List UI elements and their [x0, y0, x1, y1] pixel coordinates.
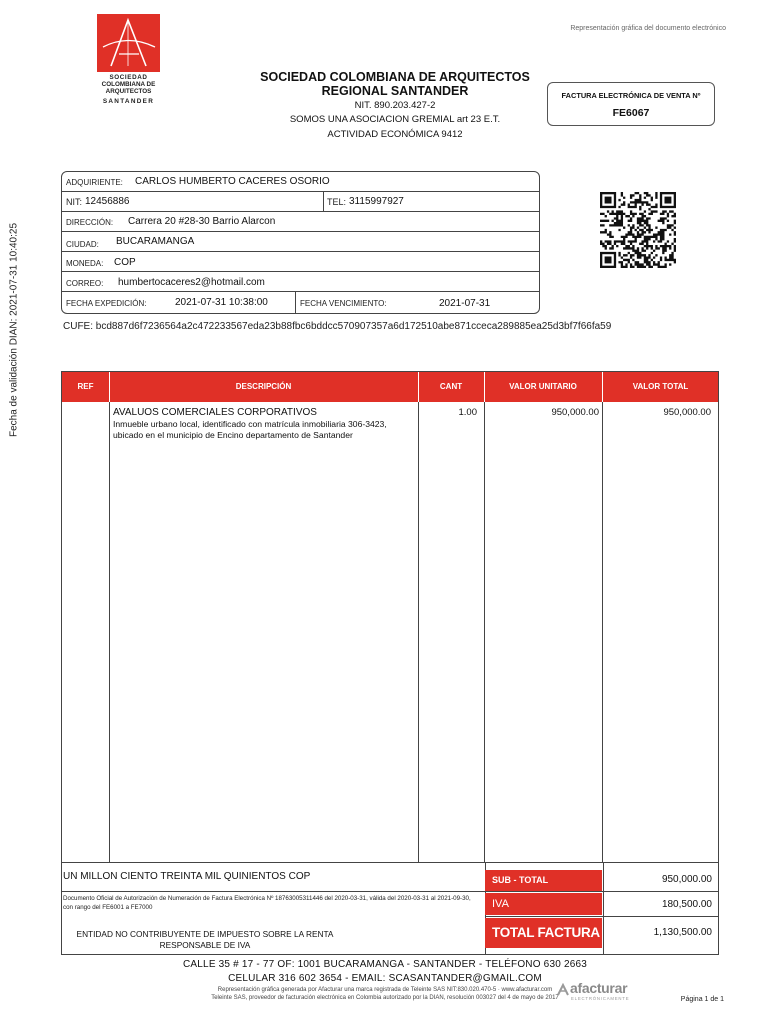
- footer-legal-2: Teleinte SAS, proveedor de facturación electrónica en Colombia autorizado por la DIAN, resolución 003027 del 4 de mayo de 2017: [211, 995, 559, 1001]
- correo-value: humbertocaceres2@hotmail.com: [118, 277, 265, 288]
- ciudad-value: BUCARAMANGA: [116, 236, 195, 247]
- footer-address: CALLE 35 # 17 - 77 OF: 1001 BUCARAMANGA - SANTANDER - TELÉFONO 630 2663: [183, 959, 587, 970]
- row-moneda: MONEDA: COP: [62, 252, 539, 272]
- subtotal-value: 950,000.00: [661, 874, 712, 885]
- row-ciudad: CIUDAD: BUCARAMANGA: [62, 232, 539, 252]
- header-ref: REF: [77, 382, 94, 391]
- adquiriente-value: CARLOS HUMBERTO CACERES OSORIO: [135, 176, 330, 187]
- dian-authorization: Documento Oficial de Autorización de Numeración de Factura Electrónica Nº 18763005311446 del 2020-03-31, válida del 2020-03-31 al 2021-09-30, con rango del FE6001 a FE7000: [63, 895, 471, 911]
- invoice-number: FE6067: [612, 107, 650, 119]
- total-label: TOTAL FACTURA: [485, 918, 602, 948]
- item-unit-value: 950,000.00: [551, 407, 599, 418]
- header-descripcion: DESCRIPCIÓN: [235, 382, 292, 391]
- page-number: Página 1 de 1: [680, 996, 724, 1003]
- dian-validation-date: Fecha de validación DIAN: 2021-07-31 10:40:25: [8, 222, 20, 437]
- footer-contact: CELULAR 316 602 3654 - EMAIL: SCASANTANDER@GMAIL.COM: [228, 973, 542, 984]
- subtotal-label: SUB - TOTAL: [485, 870, 602, 891]
- item-title: AVALUOS COMERCIALES CORPORATIVOS: [113, 407, 317, 418]
- moneda-value: COP: [114, 257, 136, 268]
- item-quantity: 1.00: [458, 407, 477, 418]
- logo-mark: [97, 14, 160, 72]
- org-actividad: ACTIVIDAD ECONÓMICA 9412: [327, 129, 463, 140]
- organization-header: [250, 70, 540, 142]
- row-adquiriente: ADQUIRIENTE: CARLOS HUMBERTO CACERES OSORIO: [62, 172, 539, 192]
- nit-value: 12456886: [85, 196, 130, 207]
- cufe-code: CUFE: bcd887d6f7236564a2c472233567eda23b88fbc6bddcc570907357a6d172510abe871cceca289885ea25d3bf7f66fa59: [63, 321, 612, 332]
- table-header: [62, 372, 718, 402]
- representation-note: Representación gráfica del documento electrónico: [570, 25, 726, 32]
- invoice-number-box: [547, 82, 715, 126]
- fecha-expedicion-value: 2021-07-31 10:38:00: [175, 297, 268, 308]
- header-valor-unitario: VALOR UNITARIO: [509, 382, 577, 391]
- invoice-label: FACTURA ELECTRÓNICA DE VENTA Nº: [561, 91, 701, 100]
- row-fechas: FECHA EXPEDICIÓN: 2021-07-31 10:38:00 FECHA VENCIMIENTO: 2021-07-31: [62, 292, 539, 314]
- logo-text: SOCIEDAD COLOMBIANA DE ARQUITECTOS SANTANDER: [101, 74, 156, 105]
- tax-status-note: ENTIDAD NO CONTRIBUYENTE DE IMPUESTO SOBRE LA RENTA RESPONSABLE DE IVA: [76, 929, 334, 950]
- org-name: SOCIEDAD COLOMBIANA DE ARQUITECTOS: [260, 70, 530, 84]
- iva-label: IVA: [485, 893, 602, 915]
- amount-in-words: UN MILLON CIENTO TREINTA MIL QUINIENTOS COP: [63, 871, 311, 882]
- direccion-value: Carrera 20 #28-30 Barrio Alarcon: [128, 216, 276, 227]
- tel-value: 3115997927: [349, 196, 404, 207]
- logo: [97, 14, 160, 109]
- afacturar-mark-icon: [556, 983, 570, 997]
- iva-value: 180,500.00: [661, 899, 712, 910]
- item-total-value: 950,000.00: [663, 407, 711, 418]
- header-valor-total: VALOR TOTAL: [632, 382, 689, 391]
- row-nit: NIT: 12456886 TEL: 3115997927: [62, 192, 539, 212]
- header-cant: CANT: [439, 382, 463, 391]
- org-nit: NIT. 890.203.427-2: [354, 100, 436, 111]
- item-description: Inmueble urbano local, identificado con matrícula inmobiliaria 306-3423, ubicado en el municipio de Encino departamento de Santander: [113, 419, 387, 440]
- total-value: 1,130,500.00: [653, 927, 712, 938]
- customer-info-box: [61, 171, 540, 314]
- row-correo: CORREO: humbertocaceres2@hotmail.com: [62, 272, 539, 292]
- items-table: [61, 371, 719, 863]
- org-regional: REGIONAL SANTANDER: [321, 84, 469, 98]
- qr-code: [600, 192, 676, 268]
- org-gremial: SOMOS UNA ASOCIACION GREMIAL art 23 E.T.: [289, 114, 501, 125]
- footer-legal-1: Representación gráfica generada por Afacturar una marca registrada de Teleinte SAS NIT:830.020.470-5 · www.afacturar.com: [217, 987, 553, 993]
- row-direccion: DIRECCIÓN: Carrera 20 #28-30 Barrio Alarcon: [62, 212, 539, 232]
- afacturar-logo: afacturar ELECTRÓNICAMENTE: [556, 980, 646, 1002]
- fecha-vencimiento-value: 2021-07-31: [439, 298, 491, 309]
